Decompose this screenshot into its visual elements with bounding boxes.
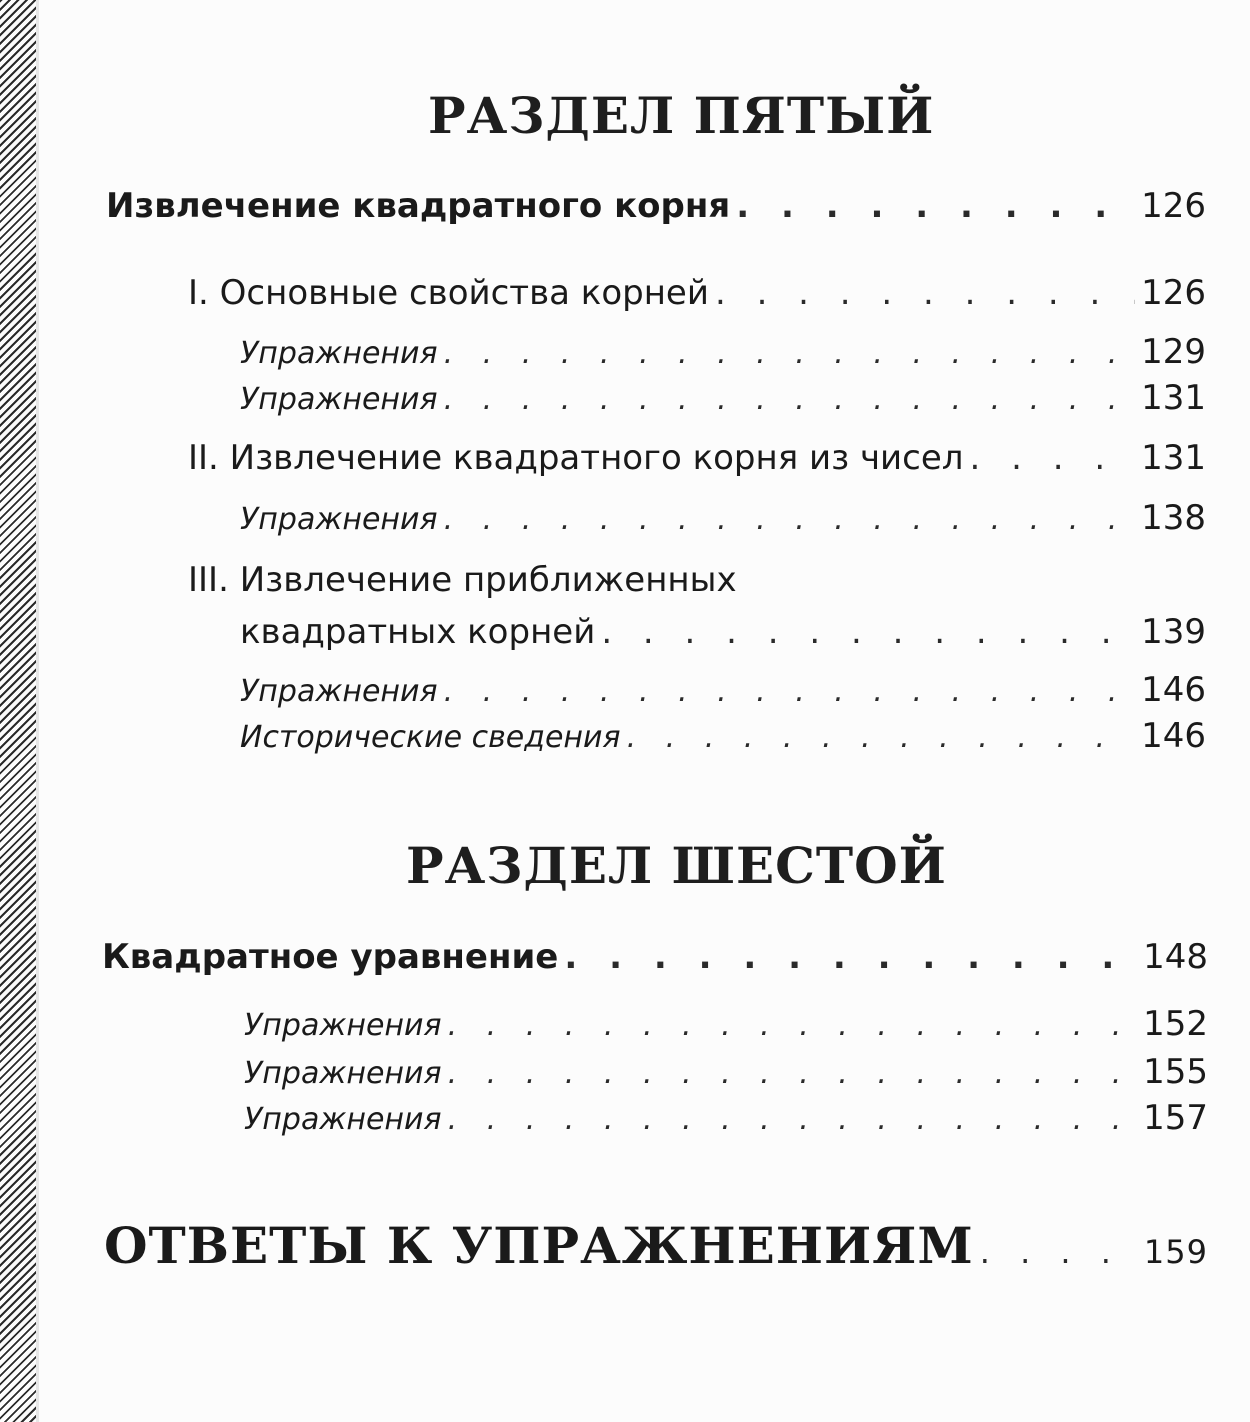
toc-entry-label: Упражнения: [240, 382, 438, 417]
toc-exercises-entry[interactable]: [244, 1004, 1208, 1044]
leader-dots: [448, 1056, 1138, 1091]
toc-entry-label: Упражнения: [240, 336, 438, 371]
leader-dots: [448, 1008, 1138, 1043]
toc-chapter-quadratic-equation[interactable]: [102, 937, 1208, 977]
leader-dots: [444, 336, 1136, 371]
toc-entry-label: II. Извлечение квадратного корня из чисел: [188, 438, 964, 478]
toc-page-number: 139: [1141, 612, 1206, 652]
toc-entry-label: Упражнения: [244, 1102, 442, 1137]
leader-dots: [980, 1233, 1138, 1271]
toc-page-number: 131: [1141, 438, 1206, 478]
toc-entry-label: Упражнения: [240, 502, 438, 537]
page-gutter: [36, 0, 39, 1422]
toc-page-number: 131: [1141, 378, 1206, 418]
toc-page-number: 148: [1143, 937, 1208, 977]
leader-dots: [564, 937, 1137, 977]
toc-page-number: 146: [1141, 670, 1206, 710]
leader-dots: [448, 1102, 1138, 1137]
toc-page-number: 155: [1143, 1052, 1208, 1092]
toc-page-number: 126: [1141, 273, 1206, 313]
toc-entry-label: I. Основные свойства корней: [188, 273, 709, 313]
leader-dots: [715, 273, 1135, 313]
toc-section-root-from-numbers[interactable]: [188, 438, 1206, 478]
toc-page-number: 146: [1141, 716, 1206, 756]
toc-entry-label: Упражнения: [244, 1008, 442, 1043]
toc-exercises-entry[interactable]: [240, 670, 1206, 710]
toc-page-number: 138: [1141, 498, 1206, 538]
toc-entry-label: Квадратное уравнение: [102, 937, 559, 977]
toc-page-number: 129: [1141, 332, 1206, 372]
toc-exercises-entry[interactable]: [244, 1052, 1208, 1092]
toc-entry-label: Исторические сведения: [240, 720, 621, 755]
toc-entry-label: Извлечение квадратного корня: [106, 186, 731, 226]
toc-answers-entry[interactable]: [104, 1216, 1208, 1275]
toc-entry-label: ОТВЕТЫ К УПРАЖНЕНИЯМ: [104, 1216, 974, 1275]
leader-dots: [601, 612, 1135, 652]
leader-dots: [736, 186, 1135, 226]
section-six-heading: РАЗДЕЛ ШЕСТОЙ: [406, 836, 947, 895]
toc-chapter-square-root[interactable]: [106, 186, 1206, 226]
toc-entry-label: квадратных корней: [240, 612, 596, 652]
toc-history-entry[interactable]: [240, 716, 1206, 756]
toc-page-number: 126: [1141, 186, 1206, 226]
toc-entry-label: Упражнения: [240, 674, 438, 709]
leader-dots: [970, 438, 1136, 478]
section-five-heading: РАЗДЕЛ ПЯТЫЙ: [428, 86, 935, 145]
leader-dots: [627, 720, 1136, 755]
leader-dots: [444, 674, 1136, 709]
book-spine-edge: [0, 0, 36, 1422]
toc-exercises-entry[interactable]: [240, 498, 1206, 538]
toc-page-number: 157: [1143, 1098, 1208, 1138]
toc-page-number: 159: [1143, 1233, 1208, 1271]
toc-exercises-entry[interactable]: [240, 332, 1206, 372]
toc-page-number: 152: [1143, 1004, 1208, 1044]
leader-dots: [444, 502, 1136, 537]
toc-section-approx-roots[interactable]: [240, 612, 1206, 652]
toc-section-root-properties[interactable]: [188, 273, 1206, 313]
toc-section-approx-roots-line1: III. Извлечение приближенных: [188, 560, 737, 600]
toc-entry-label: Упражнения: [244, 1056, 442, 1091]
toc-exercises-entry[interactable]: [240, 378, 1206, 418]
leader-dots: [444, 382, 1136, 417]
toc-exercises-entry[interactable]: [244, 1098, 1208, 1138]
